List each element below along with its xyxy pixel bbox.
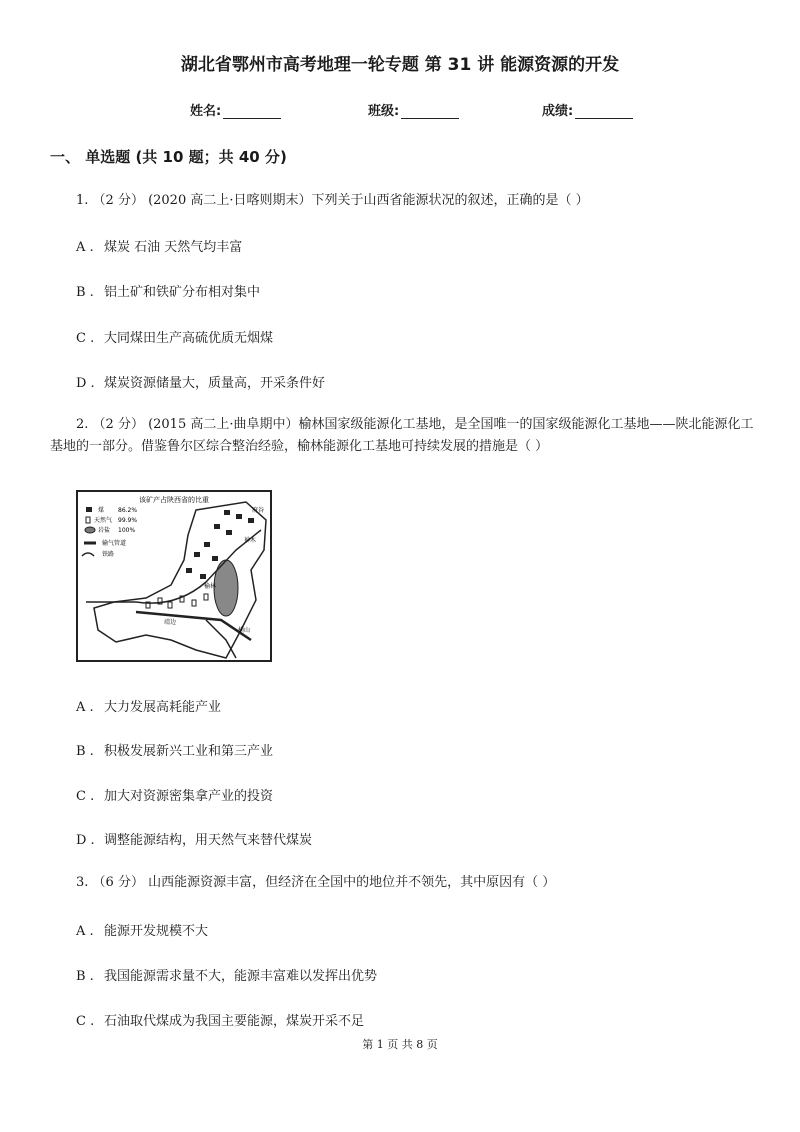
legend-gas-label: 天然气 <box>94 517 113 524</box>
name-blank <box>223 104 281 119</box>
document-title: 湖北省鄂州市高考地理一轮专题 第 31 讲 能源资源的开发 <box>180 55 620 75</box>
place-fugu: 府谷 <box>252 507 265 514</box>
yulin-energy-map <box>76 490 272 662</box>
page-footer: 第 1 页 共 8 页 <box>362 1038 438 1051</box>
legend-coal-label: 煤 <box>98 507 105 514</box>
score-blank <box>575 104 633 119</box>
question-1-option-a: A . 煤炭 石油 天然气均丰富 <box>76 240 243 255</box>
question-2-stem: 2. （2 分） (2015 高二上·曲阜期中）榆林国家级能源化工基地，是全国唯一的国家级能源化工基地——陕北能源化工基地的一部分。借鉴鲁尔区综合整治经验，榆林能源化工基地可持续发展的措施是（ ） <box>50 417 754 454</box>
class-label: 班级: <box>368 104 400 119</box>
question-1-stem: 1. （2 分） (2020 高二上·日喀则期末）下列关于山西省能源状况的叙述，正确的是（ ） <box>76 193 589 208</box>
question-3-option-b: B . 我国能源需求量不大，能源丰富难以发挥出优势 <box>76 969 378 984</box>
place-hengshan: 横山 <box>238 627 251 634</box>
salt-legend-icon <box>85 527 95 533</box>
question-1-option-c: C . 大同煤田生产高硫优质无烟煤 <box>76 331 274 346</box>
question-3-option-c: C . 石油取代煤成为我国主要能源，煤炭开采不足 <box>76 1014 365 1029</box>
place-jingbian: 靖边 <box>164 619 177 626</box>
legend-salt-value: 100% <box>118 527 136 534</box>
question-2-option-a: A . 大力发展高耗能产业 <box>76 700 222 715</box>
question-1-option-d: D . 煤炭资源储量大，质量高，开采条件好 <box>76 376 326 391</box>
salt-deposit-area <box>214 560 238 616</box>
legend-salt-label: 岩盐 <box>98 527 111 534</box>
question-2-option-b: B . 积极发展新兴工业和第三产业 <box>76 744 274 759</box>
score-field <box>542 100 633 119</box>
question-2-option-c: C . 加大对资源密集拿产业的投资 <box>76 789 274 804</box>
question-2-option-d: D . 调整能源结构，用天然气来替代煤炭 <box>76 833 313 848</box>
section-heading: 一、 单选题 (共 10 题；共 40 分) <box>50 148 287 166</box>
legend-railway-label: 铁路 <box>102 551 115 558</box>
class-blank <box>401 104 459 119</box>
place-shenmu: 神木 <box>244 537 257 544</box>
question-3-stem: 3. （6 分） 山西能源资源丰富，但经济在全国中的地位并不领先，其中原因有（ ） <box>76 875 556 890</box>
legend-pipeline-label: 输气管道 <box>102 540 127 547</box>
score-label: 成绩: <box>542 104 574 119</box>
class-field <box>368 100 459 119</box>
question-1-option-b: B . 铝土矿和铁矿分布相对集中 <box>76 285 261 300</box>
place-yulin: 榆林 <box>204 583 217 590</box>
coal-legend-icon <box>86 507 92 512</box>
legend-coal-value: 86.2% <box>118 507 138 514</box>
map-legend-heading: 该矿产占陕西省的比重 <box>139 496 209 504</box>
name-label: 姓名: <box>190 104 222 119</box>
name-field <box>190 100 281 119</box>
question-3-option-a: A . 能源开发规模不大 <box>76 924 209 939</box>
legend-gas-value: 99.9% <box>118 517 138 524</box>
